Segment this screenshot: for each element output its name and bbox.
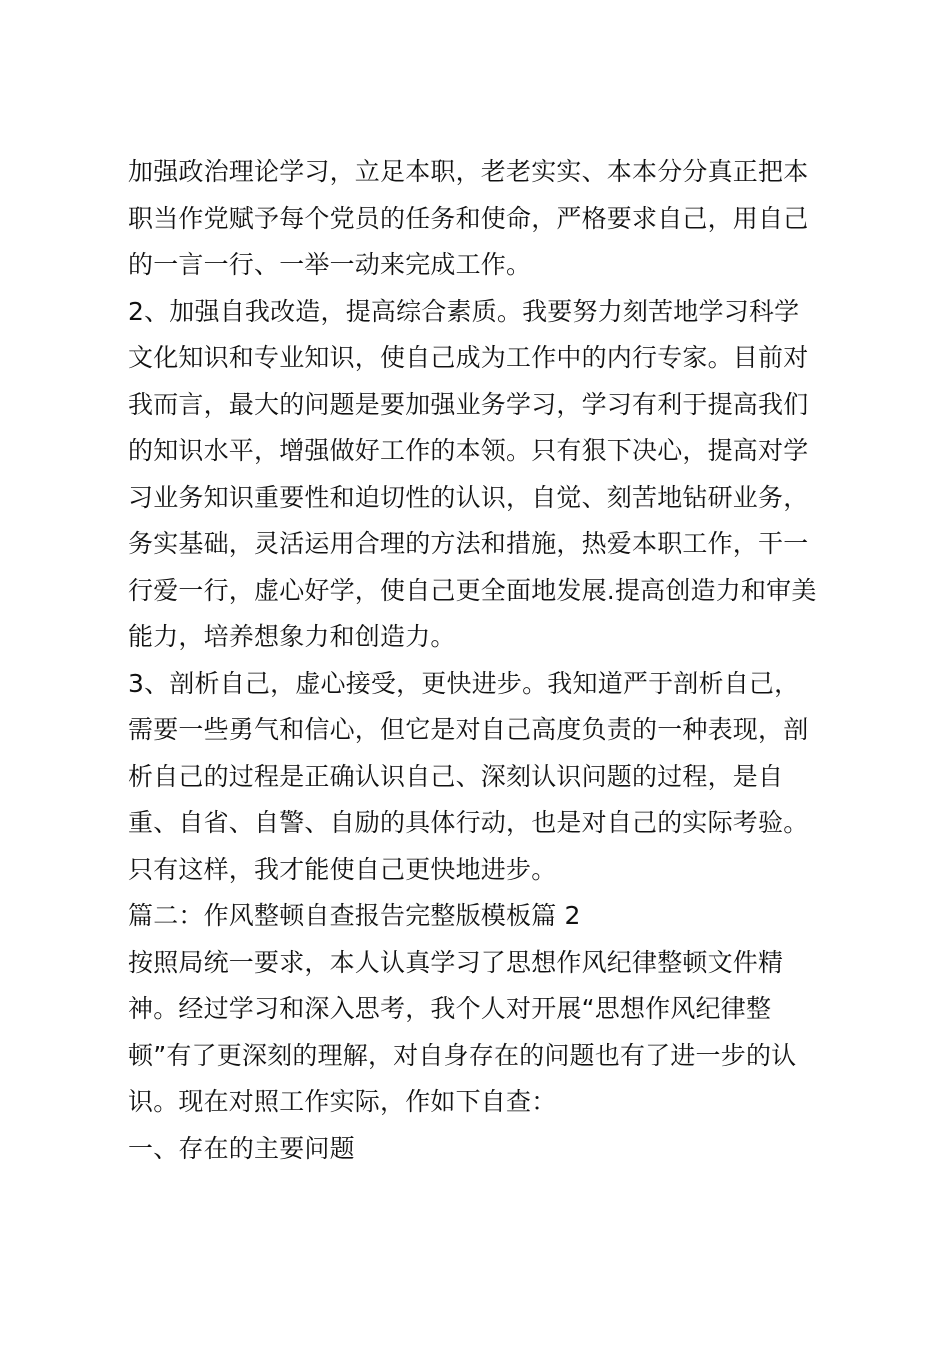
text-line: 务实基础，灵活运用合理的方法和措施，热爱本职工作，干一: [128, 529, 809, 558]
subsection-heading: 一、存在的主要问题: [128, 1134, 355, 1163]
text-line: 习业务知识重要性和迫切性的认识，自觉、刻苦地钻研业务，: [128, 483, 809, 512]
text-line: 加强政治理论学习，立足本职，老老实实、本本分分真正把本: [128, 157, 809, 186]
text-line: 的知识水平，增强做好工作的本领。只有狠下决心，提高对学: [128, 436, 809, 465]
section-heading: 篇二：作风整顿自查报告完整版模板篇 2: [128, 901, 581, 930]
text-line: 行爱一行，虚心好学，使自己更全面地发展.提高创造力和审美: [128, 576, 817, 605]
text-line: 只有这样，我才能使自己更快地进步。: [128, 855, 557, 884]
text-line: 能力，培养想象力和创造力。: [128, 622, 456, 651]
text-line: 神。经过学习和深入思考，我个人对开展“思想作风纪律整: [128, 994, 772, 1023]
text-line: 2、加强自我改造，提高综合素质。我要努力刻苦地学习科学: [128, 297, 800, 326]
text-line: 3、剖析自己，虚心接受，更快进步。我知道严于剖析自己，: [128, 669, 800, 698]
text-line: 文化知识和专业知识，使自己成为工作中的内行专家。目前对: [128, 343, 809, 372]
text-line: 职当作党赋予每个党员的任务和使命，严格要求自己，用自己: [128, 204, 809, 233]
text-line: 析自己的过程是正确认识自己、深刻认识问题的过程，是自: [128, 762, 784, 791]
text-line: 顿”有了更深刻的理解，对自身存在的问题也有了进一步的认: [128, 1041, 797, 1070]
text-line: 重、自省、自警、自励的具体行动，也是对自己的实际考验。: [128, 808, 809, 837]
text-line: 按照局统一要求，本人认真学习了思想作风纪律整顿文件精: [128, 948, 784, 977]
text-line: 识。现在对照工作实际，作如下自查：: [128, 1087, 557, 1116]
text-line: 需要一些勇气和信心，但它是对自己高度负责的一种表现，剖: [128, 715, 809, 744]
text-line: 我而言，最大的问题是要加强业务学习，学习有利于提高我们: [128, 390, 809, 419]
text-line: 的一言一行、一举一动来完成工作。: [128, 250, 532, 279]
